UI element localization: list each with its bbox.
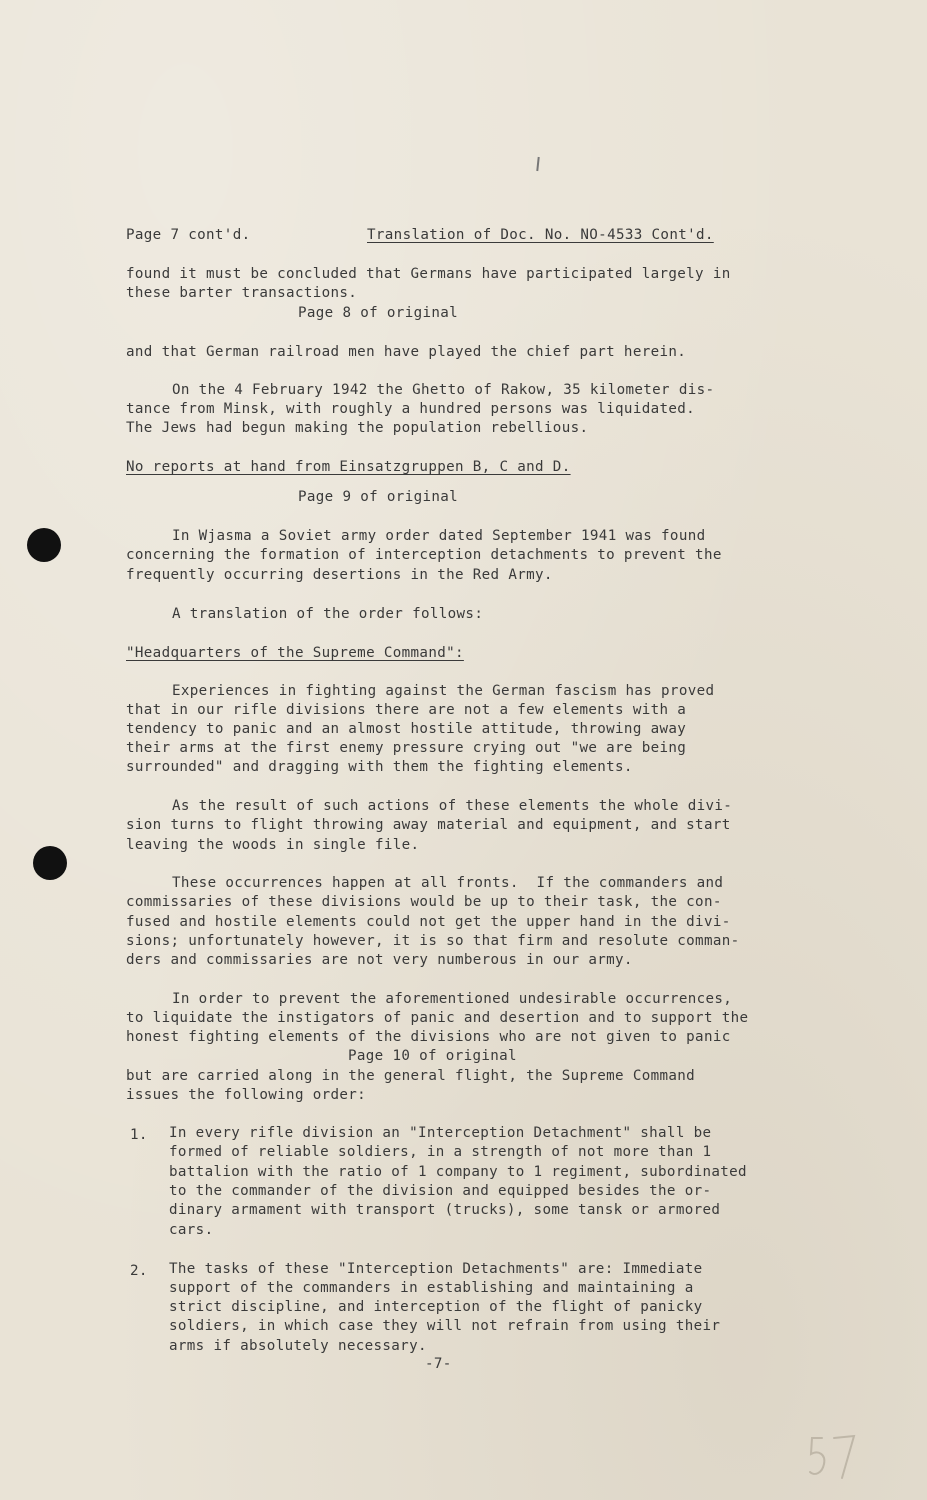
- page-number: -7-: [425, 1356, 452, 1372]
- text-line: that in our rifle divisions there are not a few elements with a: [126, 702, 687, 718]
- list-item-line: arms if absolutely necessary.: [169, 1338, 427, 1354]
- punch-hole-top: [27, 528, 61, 562]
- document-reference: Translation of Doc. No. NO-4533 Cont'd.: [367, 227, 714, 243]
- text-line: A translation of the order follows:: [172, 606, 484, 622]
- text-line: tendency to panic and an almost hostile attitude, throwing away: [126, 721, 687, 737]
- text-line: leaving the woods in single file.: [126, 837, 420, 853]
- text-line: These occurrences happen at all fronts. If the commanders and: [172, 875, 724, 891]
- list-item-line: In every rifle division an "Interception Detachment" shall be: [169, 1125, 712, 1141]
- list-item-line: The tasks of these "Interception Detachments" are: Immediate: [169, 1261, 703, 1277]
- text-line: sion turns to flight throwing away material and equipment, and start: [126, 817, 731, 833]
- text-line: Experiences in fighting against the German fascism has proved: [172, 683, 715, 699]
- text-line: On the 4 February 1942 the Ghetto of Rakow, 35 kilometer dis-: [172, 382, 715, 398]
- text-line: and that German railroad men have played the chief part herein.: [126, 344, 687, 360]
- text-line: The Jews had begun making the population rebellious.: [126, 420, 589, 436]
- order-heading: "Headquarters of the Supreme Command":: [126, 645, 464, 661]
- text-line: issues the following order:: [126, 1087, 367, 1103]
- text-line: honest fighting elements of the divisions who are not given to panic: [126, 1029, 731, 1045]
- punch-hole-bottom: [33, 846, 67, 880]
- text-line: these barter transactions.: [126, 285, 358, 301]
- text-line: to liquidate the instigators of panic and desertion and to support the: [126, 1010, 749, 1026]
- list-item-line: formed of reliable soldiers, in a strength of not more than 1: [169, 1144, 712, 1160]
- list-number: 1.: [130, 1127, 148, 1143]
- text-line: their arms at the first enemy pressure crying out "we are being: [126, 740, 687, 756]
- text-line: frequently occurring desertions in the Red Army.: [126, 567, 553, 583]
- list-item-line: strict discipline, and interception of the flight of panicky: [169, 1299, 703, 1315]
- text-line: In order to prevent the aforementioned undesirable occurrences,: [172, 991, 733, 1007]
- list-item-line: battalion with the ratio of 1 company to 1 regiment, subordinated: [169, 1164, 747, 1180]
- original-page-marker: Page 8 of original: [298, 305, 459, 321]
- list-item-line: dinary armament with transport (trucks), some tansk or armored: [169, 1202, 721, 1218]
- text-line: tance from Minsk, with roughly a hundred persons was liquidated.: [126, 401, 696, 417]
- text-line: but are carried along in the general flight, the Supreme Command: [126, 1068, 696, 1084]
- text-line: In Wjasma a Soviet army order dated September 1941 was found: [172, 528, 706, 544]
- list-item-line: support of the commanders in establishing and maintaining a: [169, 1280, 694, 1296]
- original-page-marker: Page 10 of original: [348, 1048, 517, 1064]
- text-line: concerning the formation of interception detachments to prevent the: [126, 547, 722, 563]
- list-number: 2.: [130, 1263, 148, 1279]
- text-line: ders and commissaries are not very numberous in our army.: [126, 952, 633, 968]
- text-line: sions; unfortunately however, it is so that firm and resolute comman-: [126, 933, 740, 949]
- text-line: found it must be concluded that Germans have participated largely in: [126, 266, 731, 282]
- text-line: As the result of such actions of these elements the whole divi-: [172, 798, 733, 814]
- original-page-marker: Page 9 of original: [298, 489, 459, 505]
- page-reference: Page 7 cont'd.: [126, 227, 251, 243]
- handwritten-folio-mark: [808, 1432, 868, 1482]
- list-item-line: cars.: [169, 1222, 214, 1238]
- text-line: surrounded" and dragging with them the fighting elements.: [126, 759, 633, 775]
- pen-mark: [536, 157, 539, 171]
- section-note: No reports at hand from Einsatzgruppen B, C and D.: [126, 459, 571, 475]
- list-item-line: to the commander of the division and equipped besides the or-: [169, 1183, 712, 1199]
- text-line: commissaries of these divisions would be up to their task, the con-: [126, 894, 722, 910]
- text-line: fused and hostile elements could not get the upper hand in the divi-: [126, 914, 731, 930]
- list-item-line: soldiers, in which case they will not refrain from using their: [169, 1318, 721, 1334]
